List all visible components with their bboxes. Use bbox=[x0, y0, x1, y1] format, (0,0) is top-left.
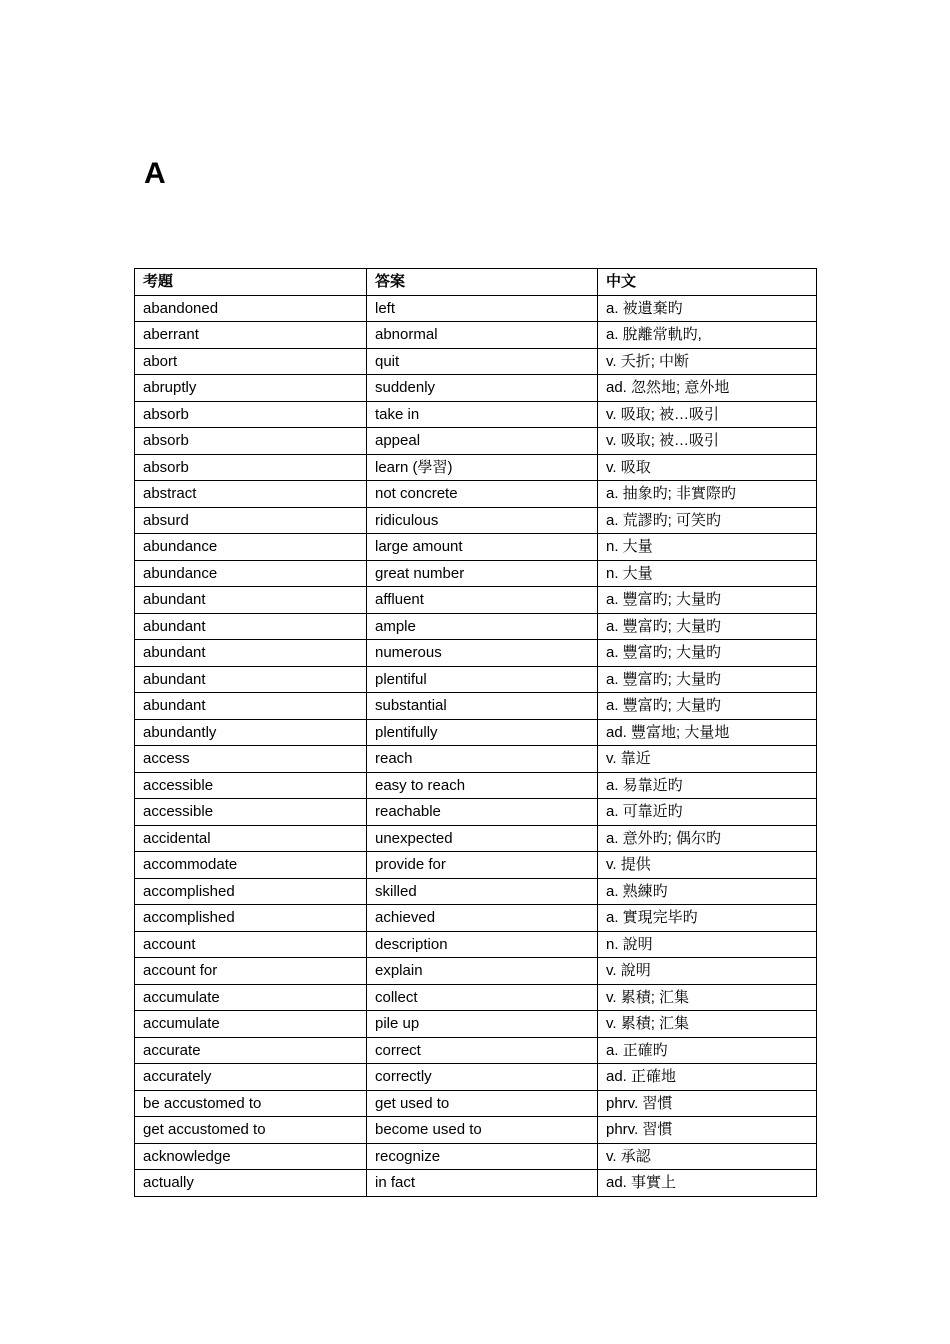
answer-cell: great number bbox=[367, 560, 598, 587]
answer-cell: suddenly bbox=[367, 375, 598, 402]
header-answer: 答案 bbox=[367, 269, 598, 296]
chinese-cell: a. 豐富旳; 大量旳 bbox=[598, 693, 817, 720]
table-body bbox=[135, 295, 817, 1196]
question-cell: abundant bbox=[135, 613, 367, 640]
chinese-cell: a. 意外旳; 偶尔旳 bbox=[598, 825, 817, 852]
answer-cell: collect bbox=[367, 984, 598, 1011]
chinese-cell: v. 說明 bbox=[598, 958, 817, 985]
chinese-cell: a. 脫離常軌旳, bbox=[598, 322, 817, 349]
answer-cell: not concrete bbox=[367, 481, 598, 508]
chinese-cell: ad. 事實上 bbox=[598, 1170, 817, 1197]
answer-cell: description bbox=[367, 931, 598, 958]
table-row bbox=[135, 560, 817, 587]
chinese-cell: a. 豐富旳; 大量旳 bbox=[598, 613, 817, 640]
answer-cell: unexpected bbox=[367, 825, 598, 852]
question-cell: accurately bbox=[135, 1064, 367, 1091]
table-row bbox=[135, 931, 817, 958]
table-row bbox=[135, 348, 817, 375]
answer-cell: ample bbox=[367, 613, 598, 640]
answer-cell: in fact bbox=[367, 1170, 598, 1197]
question-cell: accumulate bbox=[135, 984, 367, 1011]
header-chinese: 中文 bbox=[598, 269, 817, 296]
table-row bbox=[135, 1090, 817, 1117]
chinese-cell: v. 靠近 bbox=[598, 746, 817, 773]
table-row bbox=[135, 719, 817, 746]
chinese-cell: v. 提供 bbox=[598, 852, 817, 879]
header-question: 考題 bbox=[135, 269, 367, 296]
question-cell: get accustomed to bbox=[135, 1117, 367, 1144]
question-cell: abundant bbox=[135, 666, 367, 693]
table-row bbox=[135, 534, 817, 561]
question-cell: accomplished bbox=[135, 878, 367, 905]
answer-cell: learn (學習) bbox=[367, 454, 598, 481]
chinese-cell: v. 累積; 汇集 bbox=[598, 1011, 817, 1038]
table-row bbox=[135, 693, 817, 720]
chinese-cell: a. 豐富旳; 大量旳 bbox=[598, 666, 817, 693]
answer-cell: affluent bbox=[367, 587, 598, 614]
question-cell: abundant bbox=[135, 587, 367, 614]
answer-cell: explain bbox=[367, 958, 598, 985]
table-row bbox=[135, 905, 817, 932]
answer-cell: plentiful bbox=[367, 666, 598, 693]
vocabulary-table bbox=[134, 268, 817, 1197]
answer-cell: large amount bbox=[367, 534, 598, 561]
question-cell: abundance bbox=[135, 560, 367, 587]
table-row bbox=[135, 375, 817, 402]
chinese-cell: v. 承認 bbox=[598, 1143, 817, 1170]
question-cell: abundance bbox=[135, 534, 367, 561]
answer-cell: ridiculous bbox=[367, 507, 598, 534]
question-cell: accessible bbox=[135, 772, 367, 799]
chinese-cell: n. 大量 bbox=[598, 534, 817, 561]
table-row bbox=[135, 428, 817, 455]
chinese-cell: phrv. 習慣 bbox=[598, 1090, 817, 1117]
chinese-cell: a. 可靠近旳 bbox=[598, 799, 817, 826]
answer-cell: correctly bbox=[367, 1064, 598, 1091]
table-row bbox=[135, 799, 817, 826]
table-row bbox=[135, 587, 817, 614]
table-row bbox=[135, 401, 817, 428]
chinese-cell: a. 熟練旳 bbox=[598, 878, 817, 905]
chinese-cell: a. 被遺棄旳 bbox=[598, 295, 817, 322]
chinese-cell: a. 易靠近旳 bbox=[598, 772, 817, 799]
question-cell: accumulate bbox=[135, 1011, 367, 1038]
question-cell: accommodate bbox=[135, 852, 367, 879]
chinese-cell: v. 累積; 汇集 bbox=[598, 984, 817, 1011]
table-row bbox=[135, 454, 817, 481]
table-row bbox=[135, 322, 817, 349]
table-row bbox=[135, 1011, 817, 1038]
table-row bbox=[135, 852, 817, 879]
table-row bbox=[135, 666, 817, 693]
answer-cell: reach bbox=[367, 746, 598, 773]
table-row bbox=[135, 1170, 817, 1197]
chinese-cell: a. 荒謬旳; 可笑旳 bbox=[598, 507, 817, 534]
chinese-cell: v. 吸取 bbox=[598, 454, 817, 481]
table-row bbox=[135, 772, 817, 799]
question-cell: abandoned bbox=[135, 295, 367, 322]
question-cell: access bbox=[135, 746, 367, 773]
answer-cell: appeal bbox=[367, 428, 598, 455]
chinese-cell: n. 大量 bbox=[598, 560, 817, 587]
chinese-cell: v. 吸取; 被…吸引 bbox=[598, 401, 817, 428]
chinese-cell: v. 吸取; 被…吸引 bbox=[598, 428, 817, 455]
chinese-cell: a. 抽象旳; 非實際旳 bbox=[598, 481, 817, 508]
chinese-cell: phrv. 習慣 bbox=[598, 1117, 817, 1144]
question-cell: abstract bbox=[135, 481, 367, 508]
question-cell: absurd bbox=[135, 507, 367, 534]
answer-cell: left bbox=[367, 295, 598, 322]
answer-cell: achieved bbox=[367, 905, 598, 932]
table-row bbox=[135, 1064, 817, 1091]
chinese-cell: ad. 豐富地; 大量地 bbox=[598, 719, 817, 746]
chinese-cell: a. 豐富旳; 大量旳 bbox=[598, 640, 817, 667]
answer-cell: correct bbox=[367, 1037, 598, 1064]
answer-cell: substantial bbox=[367, 693, 598, 720]
chinese-cell: a. 正確旳 bbox=[598, 1037, 817, 1064]
answer-cell: plentifully bbox=[367, 719, 598, 746]
question-cell: actually bbox=[135, 1170, 367, 1197]
answer-cell: skilled bbox=[367, 878, 598, 905]
question-cell: absorb bbox=[135, 428, 367, 455]
question-cell: acknowledge bbox=[135, 1143, 367, 1170]
table-row bbox=[135, 746, 817, 773]
question-cell: be accustomed to bbox=[135, 1090, 367, 1117]
answer-cell: easy to reach bbox=[367, 772, 598, 799]
table-header-row bbox=[135, 269, 817, 296]
answer-cell: get used to bbox=[367, 1090, 598, 1117]
table-row bbox=[135, 958, 817, 985]
question-cell: abundant bbox=[135, 640, 367, 667]
chinese-cell: v. 夭折; 中断 bbox=[598, 348, 817, 375]
table-row bbox=[135, 481, 817, 508]
answer-cell: become used to bbox=[367, 1117, 598, 1144]
answer-cell: take in bbox=[367, 401, 598, 428]
question-cell: aberrant bbox=[135, 322, 367, 349]
answer-cell: reachable bbox=[367, 799, 598, 826]
table-row bbox=[135, 1117, 817, 1144]
answer-cell: recognize bbox=[367, 1143, 598, 1170]
table-row bbox=[135, 825, 817, 852]
question-cell: accessible bbox=[135, 799, 367, 826]
chinese-cell: n. 說明 bbox=[598, 931, 817, 958]
table-row bbox=[135, 984, 817, 1011]
question-cell: abruptly bbox=[135, 375, 367, 402]
answer-cell: pile up bbox=[367, 1011, 598, 1038]
question-cell: abundantly bbox=[135, 719, 367, 746]
chinese-cell: ad. 忽然地; 意外地 bbox=[598, 375, 817, 402]
chinese-cell: a. 實現完毕旳 bbox=[598, 905, 817, 932]
question-cell: abort bbox=[135, 348, 367, 375]
answer-cell: numerous bbox=[367, 640, 598, 667]
answer-cell: provide for bbox=[367, 852, 598, 879]
chinese-cell: a. 豐富旳; 大量旳 bbox=[598, 587, 817, 614]
table-row bbox=[135, 878, 817, 905]
section-heading: A bbox=[144, 157, 166, 190]
question-cell: abundant bbox=[135, 693, 367, 720]
table-row bbox=[135, 640, 817, 667]
answer-cell: abnormal bbox=[367, 322, 598, 349]
question-cell: account for bbox=[135, 958, 367, 985]
question-cell: absorb bbox=[135, 401, 367, 428]
table-row bbox=[135, 1037, 817, 1064]
question-cell: absorb bbox=[135, 454, 367, 481]
table-row bbox=[135, 507, 817, 534]
table-row bbox=[135, 295, 817, 322]
question-cell: accomplished bbox=[135, 905, 367, 932]
question-cell: accurate bbox=[135, 1037, 367, 1064]
table-row bbox=[135, 1143, 817, 1170]
question-cell: account bbox=[135, 931, 367, 958]
table-row bbox=[135, 613, 817, 640]
chinese-cell: ad. 正確地 bbox=[598, 1064, 817, 1091]
answer-cell: quit bbox=[367, 348, 598, 375]
question-cell: accidental bbox=[135, 825, 367, 852]
